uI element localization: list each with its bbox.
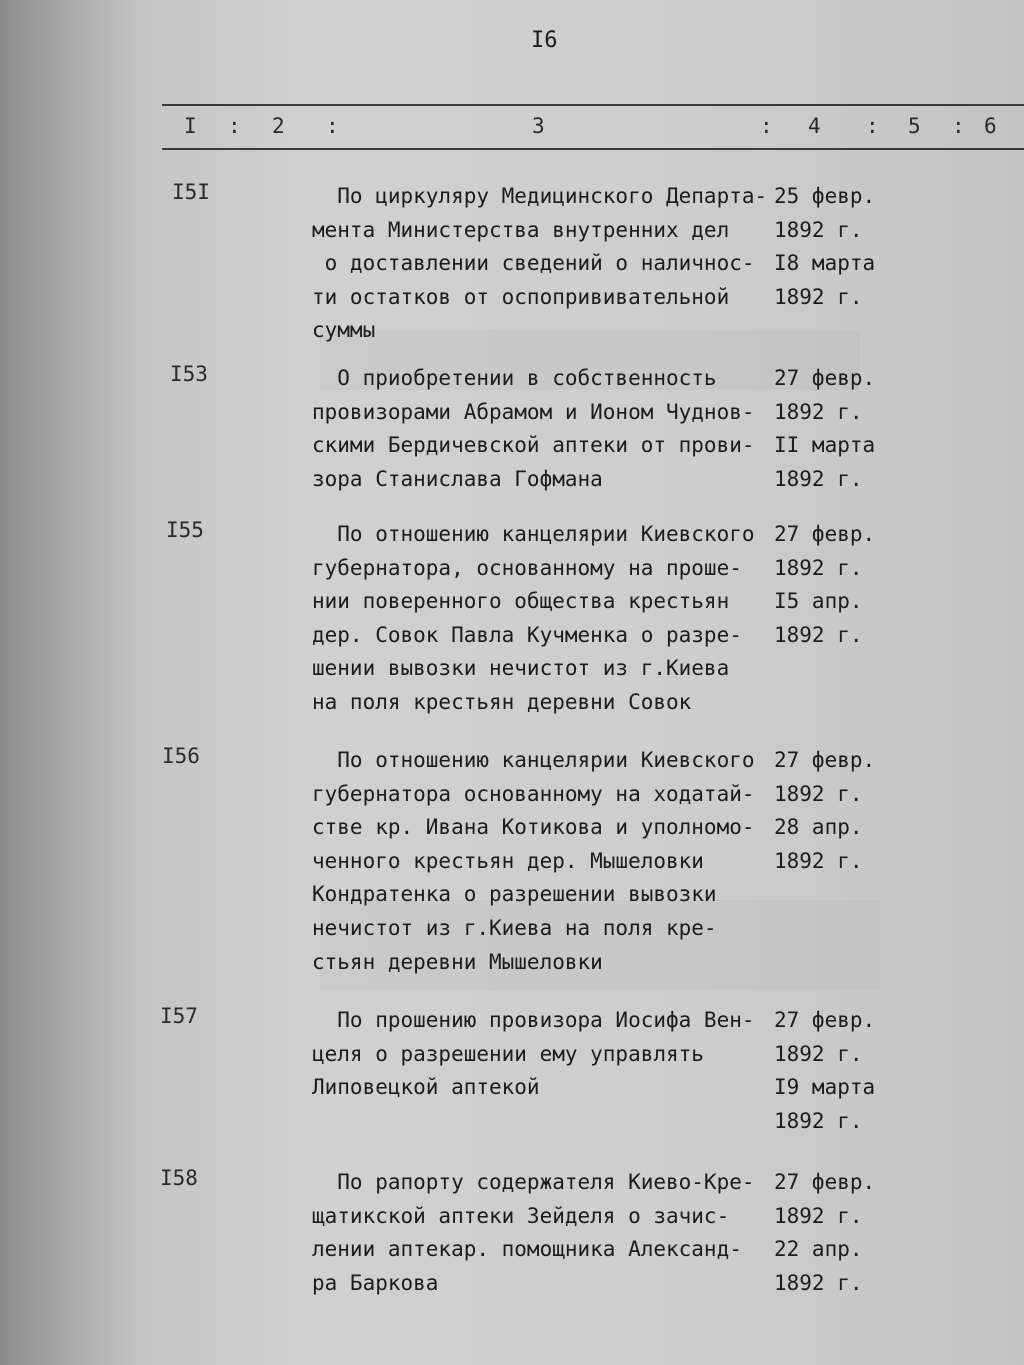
column-4-label: 4 xyxy=(808,114,821,138)
entry-description: По прошению провизора Иосифа Вен- целя о разрешении ему управлять Липовецкой аптекой xyxy=(312,1008,755,1100)
entry-description: По рапорту содержателя Киево-Кре- щатикской аптеки Зейделя о зачис- лении аптекар. помощника Александ- ра Баркова xyxy=(312,1170,755,1295)
entry-number: I57 xyxy=(160,1004,198,1028)
column-3-separator: : xyxy=(760,114,773,138)
entry-dates: 27 февр. 1892 г. I5 апр. 1892 г. xyxy=(774,522,876,647)
entry-number: I56 xyxy=(162,744,200,768)
entry-description: По отношению канцелярии Киевского губернатора, основанному на проше- нии поверенного общества крестьян дер. Совок Павла Кучменка о разре- шении вывозки нечистот из г.Киева на поля крестьян деревни Совок xyxy=(312,522,755,714)
column-3-label: 3 xyxy=(532,114,545,138)
entry-dates: 27 февр. 1892 г. 22 апр. 1892 г. xyxy=(774,1170,876,1295)
entry-dates: 27 февр. 1892 г. I9 марта 1892 г. xyxy=(774,1008,876,1133)
column-1-label: I xyxy=(184,114,197,138)
entry-number: I58 xyxy=(160,1166,198,1190)
entry-description: По циркуляру Медицинского Департа- мента Министерства внутренних дел о доставлении сведений о наличнос- ти остатков от оспопрививательной суммы xyxy=(312,184,768,343)
entry-number: I55 xyxy=(166,518,204,542)
column-4-separator: : xyxy=(866,114,879,138)
column-5-label: 5 xyxy=(908,114,921,138)
page-number: I6 xyxy=(531,28,558,53)
column-1-separator: : xyxy=(228,114,241,138)
entry-description: О приобретении в собственность провизорами Абрамом и Ионом Чуднов- скими Бердичевской аптеки от прови- зора Станислава Гофмана xyxy=(312,366,755,491)
column-2-label: 2 xyxy=(272,114,285,138)
entry-dates: 25 февр. 1892 г. I8 марта 1892 г. xyxy=(774,184,876,309)
entry-number: I53 xyxy=(170,362,208,386)
header-bottom-rule xyxy=(162,148,1024,150)
header-top-rule xyxy=(162,104,1024,106)
entry-dates: 27 февр. 1892 г. II марта 1892 г. xyxy=(774,366,876,491)
entry-dates: 27 февр. 1892 г. 28 апр. 1892 г. xyxy=(774,748,876,873)
column-2-separator: : xyxy=(326,114,339,138)
entry-description: По отношению канцелярии Киевского губернатора основанному на ходатай- стве кр. Ивана Котикова и уполномо- ченного крестьян дер. Мышеловки Кондратенка о разрешении вывозки нечистот из г.Киева на поля кре- стьян деревни Мышеловки xyxy=(312,748,755,974)
entry-number: I5I xyxy=(172,180,210,204)
column-5-separator: : xyxy=(952,114,965,138)
column-6-label: 6 xyxy=(984,114,997,138)
